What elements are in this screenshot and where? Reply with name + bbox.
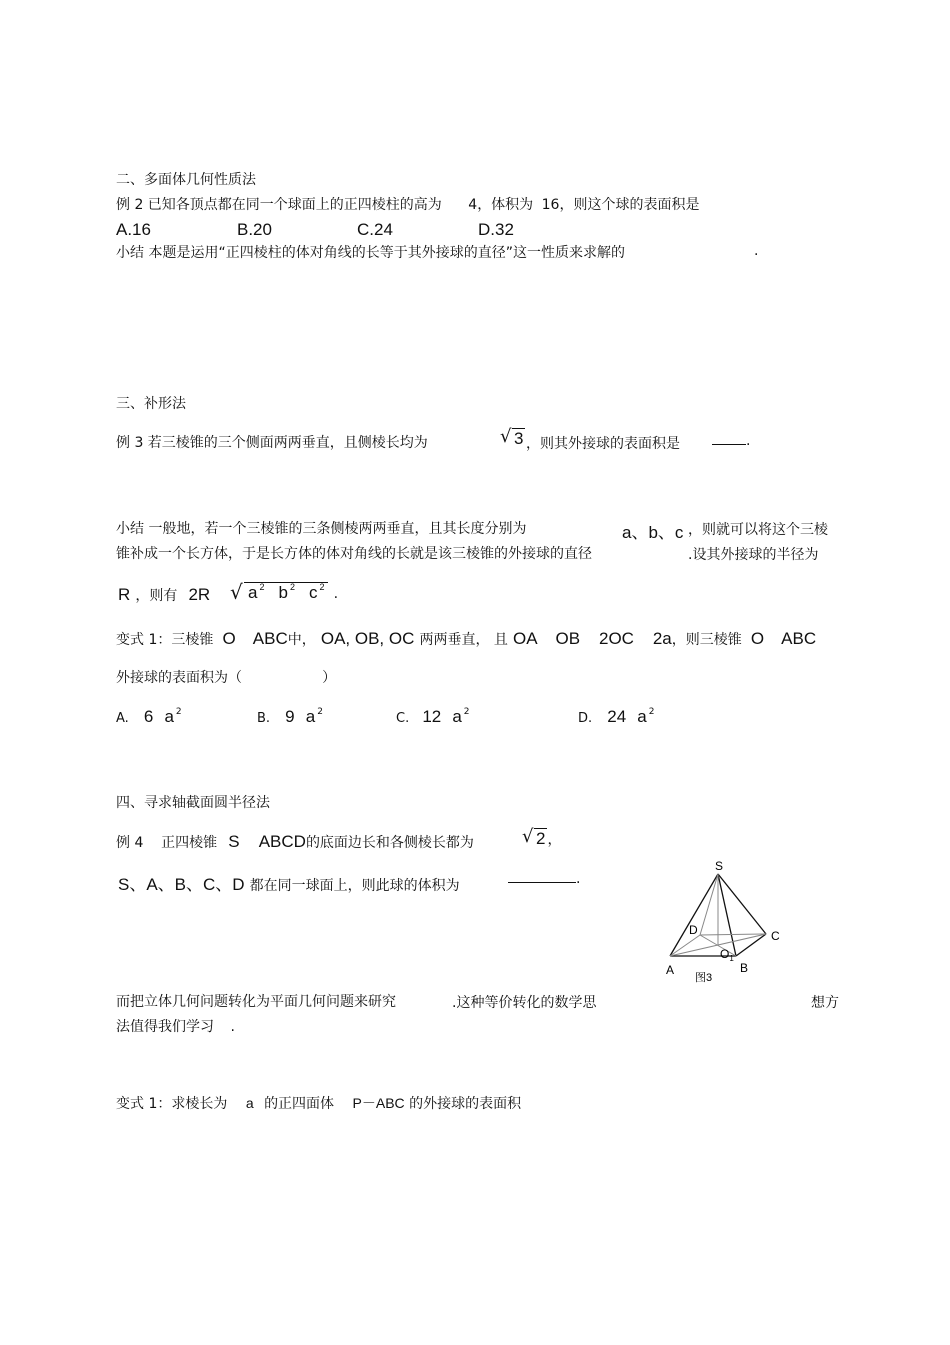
example-4-sqrt: √ 2 ，	[522, 826, 562, 848]
variant-1-option-c	[396, 707, 470, 727]
figure-label-o: $O_1$	[720, 947, 734, 963]
example-2-question	[116, 195, 699, 215]
option-a-exp: 2	[175, 707, 182, 717]
section-4-variant-1	[116, 1093, 521, 1113]
example-4-tail: 都在同一球面上，则此球的体积为	[249, 878, 460, 894]
figure-label-c: C	[771, 929, 780, 943]
option-a-label: A.	[116, 711, 129, 726]
variant-1-zhong: 中，	[287, 632, 316, 648]
example-4-mid: 的底面边长和各侧棱长都为	[305, 835, 474, 851]
figure-label-b: B	[740, 961, 749, 975]
edge-sd	[700, 874, 718, 935]
conclusion-part-c: 想方	[811, 995, 839, 1011]
section-4-variant-1-a: a	[245, 1095, 254, 1111]
option-b-number: 9	[285, 707, 295, 726]
radius-formula	[118, 585, 210, 605]
section-3-summary-abc: a、b、c	[622, 523, 684, 542]
example-2-option-b: B.20	[237, 220, 272, 239]
option-d-var: a	[637, 707, 647, 726]
section-3-heading: 三、补形法	[116, 396, 186, 412]
section-4-variant-1-tail: 的外接球的表面积	[409, 1096, 522, 1112]
example-2-option-a: A.16	[116, 220, 151, 239]
exp-a: 2	[259, 582, 265, 592]
radicand-a: a	[248, 583, 258, 602]
exp-c: 2	[319, 582, 325, 592]
option-a-number: 6	[143, 707, 154, 726]
option-c-var: a	[452, 707, 462, 726]
figure-label-d: D	[689, 923, 698, 937]
option-d-exp: 2	[648, 707, 655, 717]
variant-1-line-1	[116, 629, 816, 649]
example-2-option-d: D.32	[478, 220, 514, 239]
section-3-summary-line-2-tail: .设其外接球的半径为	[688, 547, 819, 563]
exp-b: 2	[289, 582, 295, 592]
example-4-lead: 例 4 正四棱锥	[116, 835, 218, 851]
section-2-summary-text: 小结 本题是运用“正四棱柱的体对角线的长等于其外接球的直径”这一性质来求解的	[116, 245, 625, 261]
edge-sb	[718, 874, 736, 956]
variant-1-line-2: 外接球的表面积为（ ）	[116, 670, 337, 686]
example-2-tail: ，则这个球的表面积是	[559, 197, 700, 213]
figure-label-s: S	[715, 859, 724, 873]
example-2-height: 4	[468, 197, 478, 213]
conclusion-line-1	[116, 992, 396, 1012]
option-b-exp: 2	[317, 707, 323, 717]
example-4-abcd: ABCD	[258, 832, 306, 851]
figure-caption: 图3	[695, 972, 713, 984]
edge-sa	[670, 874, 718, 956]
option-a-var: a	[164, 707, 174, 726]
section-3-summary-tail: ，则就可以将这个三棱	[688, 522, 828, 538]
conclusion-part-b: .这种等价转化的数学思	[452, 995, 597, 1011]
conclusion-part-e: .	[230, 1019, 235, 1035]
figure-label-a: A	[666, 963, 675, 977]
section-3-summary-line-2	[116, 544, 592, 564]
example-4-comma: ，	[547, 832, 562, 848]
pyramid-figure	[660, 855, 790, 985]
example-3-sqrt: √ 3	[500, 426, 524, 448]
option-c-number: 12	[422, 707, 442, 726]
example-3-end: .	[746, 433, 751, 449]
example-2-lead: 例 2 已知各顶点都在同一个球面上的正四棱柱的高为	[116, 197, 442, 213]
example-2-mid: ，体积为	[477, 197, 534, 213]
option-b-var: a	[305, 707, 316, 726]
option-c-label: C.	[396, 711, 410, 726]
example-4-s: S	[228, 832, 240, 851]
variant-1-option-d	[578, 707, 654, 727]
section-4-variant-1-p: P－ABC	[352, 1095, 405, 1111]
example-3-lead: 例 3 若三棱锥的三个侧面两两垂直，且侧棱长均为	[116, 435, 428, 451]
variant-1-perp: 两两垂直， 且	[419, 632, 508, 648]
section-4-variant-1-mid: 的正四面体	[264, 1096, 335, 1112]
example-4-line-2	[118, 870, 460, 895]
variant-1-abc: ABC	[252, 629, 288, 648]
radicand-c: c	[308, 583, 318, 602]
example-4-points: S、A、B、C、D	[118, 875, 245, 894]
option-d-number: 24	[607, 707, 627, 726]
option-d-label: D.	[578, 711, 593, 726]
example-2-volume: 16	[541, 197, 560, 213]
section-2-summary-end: .	[754, 243, 759, 259]
variant-1-lead: 变式 1：三棱锥	[116, 632, 214, 648]
radius-end: .	[333, 586, 339, 602]
section-3-summary-line-1	[116, 519, 526, 539]
variant-1-o: O	[222, 629, 236, 648]
radius-sqrt: √ a $^2$ b $^2$ c $^2$ .	[230, 580, 339, 604]
variant-1-then: ，则三棱锥	[671, 632, 742, 648]
variant-1-option-a	[116, 707, 182, 727]
example-4-line-1	[116, 832, 474, 852]
section-4-variant-1-lead: 变式 1：求棱长为	[116, 1096, 228, 1112]
section-2-heading: 二、多面体几何性质法	[116, 172, 256, 188]
example-3-question	[116, 433, 428, 453]
conclusion-part-d: 法值得我们学习	[116, 1019, 214, 1035]
example-4-radicand: 2	[536, 829, 546, 848]
conclusion-line-2	[116, 1017, 235, 1037]
example-3-blank	[712, 433, 750, 449]
example-4-blank	[508, 871, 580, 887]
radius-mid: ，则有	[135, 588, 178, 604]
example-2-option-c: C.24	[357, 220, 393, 239]
example-3-radicand: 3	[514, 429, 524, 448]
example-4-end: .	[576, 871, 581, 887]
section-4-heading: 四、寻求轴截面圆半径法	[116, 795, 270, 811]
radius-var: R	[118, 585, 131, 604]
variant-1-option-b	[257, 707, 323, 727]
example-3-tail: ，则其外接球的表面积是	[526, 436, 680, 452]
option-b-label: B.	[257, 711, 271, 726]
radius-2r: 2R	[188, 585, 211, 604]
edge-dc	[700, 934, 766, 935]
section-2-summary	[116, 243, 625, 263]
variant-1-o2: O	[750, 629, 765, 648]
variant-1-edges: OA, OB, OC	[320, 629, 415, 648]
option-c-exp: 2	[463, 707, 470, 717]
section-3-summary-line-2-text: 锥补成一个长方体，于是长方体的体对角线的长就是该三棱锥的外接球的直径	[116, 546, 592, 562]
variant-1-equation: OA OB 2OC 2a	[513, 629, 672, 648]
conclusion-part-a: 而把立体几何问题转化为平面几何问题来研究	[116, 994, 396, 1010]
radicand-b: b	[278, 583, 288, 602]
variant-1-abc2: ABC	[781, 629, 817, 648]
section-3-summary-lead: 小结 一般地，若一个三棱锥的三条侧棱两两垂直，且其长度分别为	[116, 521, 527, 537]
